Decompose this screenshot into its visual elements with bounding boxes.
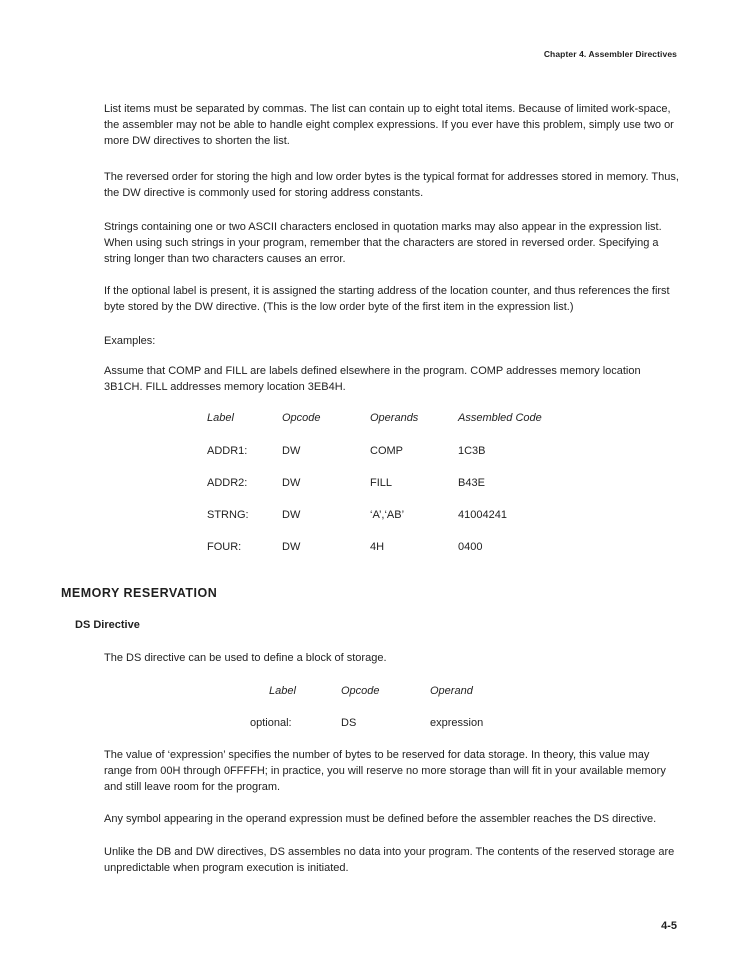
page-number: 4-5 <box>661 920 677 932</box>
table-cell: optional: <box>250 717 292 729</box>
table-cell: STRNG: <box>207 509 249 521</box>
table-cell: FILL <box>370 477 393 489</box>
paragraph-strings: Strings containing one or two ASCII characters enclosed in quotation marks may also appear in the expression list. When using such strings in your program, remember that the characters are stored in reversed order. Specifying a string longer than two characters causes an error. <box>104 221 662 265</box>
table-cell: ADDR2: <box>207 477 248 489</box>
table-cell: 0400 <box>458 541 483 553</box>
section-heading: MEMORY RESERVATION <box>61 586 218 600</box>
table-cell: 4H <box>370 541 385 553</box>
table-cell: ADDR1: <box>207 445 248 457</box>
paragraph-assume: Assume that COMP and FILL are labels defined elsewhere in the program. COMP addresses memory location 3B1CH. FILL addresses memory location 3EB4H. <box>104 365 641 393</box>
table-cell: DS <box>341 717 357 729</box>
paragraph-ds-intro: The DS directive can be used to define a block of storage. <box>104 652 387 664</box>
paragraph-expression-value: The value of ‘expression’ specifies the number of bytes to be reserved for data storage. In theory, this value may range from 00H through 0FFFFH; in practice, you will reserve no more storage than will fit in your available memory and still leave room for the program. <box>104 749 666 793</box>
table-cell: B43E <box>458 477 485 489</box>
paragraph-symbol-defined: Any symbol appearing in the operand expression must be defined before the assembler reaches the DS directive. <box>104 813 657 825</box>
table-cell: DW <box>282 445 301 457</box>
header-label: Label <box>207 412 234 424</box>
table-cell: 1C3B <box>458 445 486 457</box>
table-cell: DW <box>282 509 301 521</box>
table-cell: COMP <box>370 445 403 457</box>
paragraph-reversed-order: The reversed order for storing the high and low order bytes is the typical format for addresses stored in memory. Thus, the DW directive is commonly used for storing address constants. <box>104 171 679 199</box>
paragraph-unlike-db-dw: Unlike the DB and DW directives, DS assembles no data into your program. The contents of the reserved storage are unpredictable when program execution is initiated. <box>104 846 675 874</box>
header-label: Label <box>269 685 296 697</box>
table-cell: ‘A’,‘AB’ <box>370 509 405 521</box>
paragraph-optional-label: If the optional label is present, it is assigned the starting address of the location counter, and thus references the first byte stored by the DW directive. (This is the low order byte of the first item in the expression list.) <box>104 285 670 313</box>
paragraph-list-items: List items must be separated by commas. The list can contain up to eight total items. Because of limited work-space, the assembler may not be able to handle eight complex expressions. If you ever have this problem, simply use two or more DW directives to shorten the list. <box>104 103 674 147</box>
table-cell: 41004241 <box>458 509 507 521</box>
header-operand: Operand <box>430 685 473 697</box>
paragraph-examples: Examples: <box>104 335 156 347</box>
table-cell: FOUR: <box>207 541 242 553</box>
header-operands: Operands <box>370 412 419 424</box>
table-cell: expression <box>430 717 484 729</box>
subsection-heading: DS Directive <box>75 619 140 631</box>
header-opcode: Opcode <box>341 685 380 697</box>
table-cell: DW <box>282 477 301 489</box>
header-opcode: Opcode <box>282 412 321 424</box>
header-assembled-code: Assembled Code <box>458 412 542 424</box>
table-cell: DW <box>282 541 301 553</box>
running-head: Chapter 4. Assembler Directives <box>543 49 677 59</box>
